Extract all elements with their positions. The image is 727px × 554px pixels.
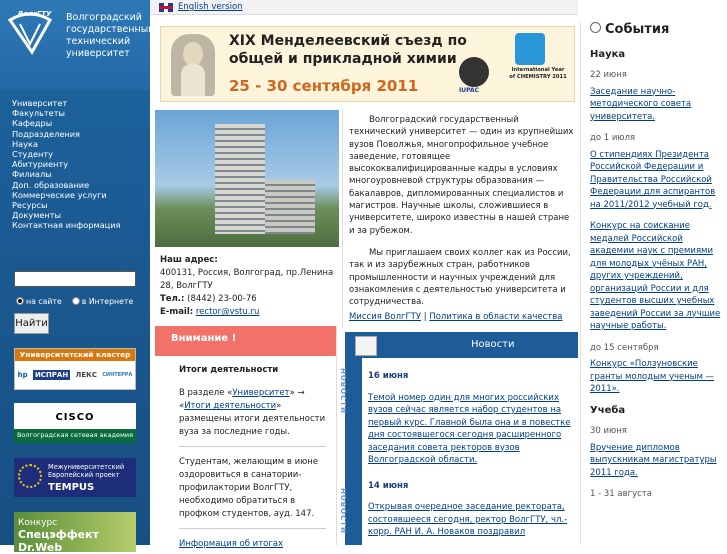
university-name[interactable]: Волгоградский государственный технический университет bbox=[66, 12, 155, 59]
language-bar bbox=[150, 0, 578, 15]
nav-item-extra-education[interactable]: Доп. образование bbox=[12, 179, 90, 190]
cisco-caption: Волгоградская сетевая академия bbox=[16, 431, 134, 439]
event-link[interactable]: Конкурс на соискание медалей Российской академии наук с премиями для молодых учёных РАН, других учреждений, организаций России и для студентов высших учебных заведений России за лучшие научные работы. bbox=[590, 221, 721, 331]
banner-drweb[interactable] bbox=[14, 512, 136, 552]
building-wing bbox=[265, 180, 315, 234]
search-button[interactable]: Найти bbox=[14, 313, 49, 334]
event-link[interactable]: Вручение дипломов выпускникам магистратуры 2011 года. bbox=[590, 442, 717, 478]
left-sidebar bbox=[0, 0, 155, 554]
university-logo-icon[interactable] bbox=[6, 6, 54, 56]
address-text: 400131, Россия, Волгоград, пр.Ленина 28, ВолгГТУ bbox=[160, 268, 334, 291]
tel-value: (8442) 23-00-76 bbox=[187, 294, 257, 304]
attention-heading: Итоги деятельности bbox=[179, 365, 279, 375]
event-date: 22 июня bbox=[590, 70, 627, 80]
attention-paragraph-1 bbox=[179, 387, 326, 439]
attention-p1-arrow: » → « bbox=[179, 388, 305, 411]
tel-label: Тел.: bbox=[160, 294, 185, 304]
address-label: Наш адрес: bbox=[160, 255, 218, 265]
address-block bbox=[160, 254, 340, 319]
news-item-link[interactable]: Открывая очередное заседание ректората, состоявшееся сегодня, ректор ВолгГТУ, чл.-корр. РАН И. А. Новаков поздравил bbox=[368, 502, 568, 537]
events-divider bbox=[580, 22, 581, 545]
radio-on-site[interactable] bbox=[16, 297, 24, 305]
university-building-photo bbox=[155, 110, 339, 247]
banner-dates: 25 - 30 сентября 2011 bbox=[229, 77, 419, 95]
attention-link-results[interactable]: Итоги деятельности bbox=[184, 401, 277, 411]
logo-text: ВолгГТУ bbox=[18, 10, 52, 18]
news-side-strip bbox=[339, 358, 362, 545]
ispran-logo: ИСПРАН bbox=[34, 371, 69, 379]
drweb-line2: Спецэффект Dr.Web bbox=[18, 528, 99, 554]
nav-item-branches[interactable]: Филиалы bbox=[12, 169, 52, 180]
attention-body bbox=[155, 356, 336, 551]
header-logo-area bbox=[0, 0, 155, 90]
column-divider bbox=[342, 108, 343, 328]
events-title-text: События bbox=[605, 22, 670, 37]
nav-item-university[interactable]: Университет bbox=[12, 98, 68, 108]
clock-icon bbox=[590, 22, 601, 33]
nav-item-divisions[interactable]: Подразделения bbox=[12, 128, 80, 139]
cluster-logos bbox=[15, 361, 135, 389]
events-column bbox=[585, 22, 727, 505]
nav-item-resources[interactable]: Ресурсы bbox=[12, 200, 48, 211]
newspaper-icon bbox=[355, 336, 377, 356]
news-date: 16 июня bbox=[368, 371, 409, 381]
nav-item-documents[interactable]: Документы bbox=[12, 210, 61, 221]
event-link[interactable]: Заседание научно-методического совета университета. bbox=[590, 86, 692, 122]
nav-item-student[interactable]: Студенту bbox=[12, 149, 53, 160]
tempus-text: Межуниверситетский Европейский проект bbox=[48, 463, 125, 479]
cluster-title: Университетский кластер bbox=[15, 349, 135, 361]
mission-link[interactable]: Миссия ВолгГТУ bbox=[349, 312, 422, 322]
nav-item-science[interactable]: Наука bbox=[12, 138, 38, 149]
email-link[interactable]: rector@vstu.ru bbox=[195, 307, 260, 317]
attention-link-university[interactable]: Университет bbox=[232, 388, 290, 398]
nav-item-applicant[interactable]: Абитуриенту bbox=[12, 159, 69, 170]
event-link[interactable]: О стипендиях Президента Российской Федерации и Правительства Российской Федерации для аспирантов на 2011/2012 учебный год. bbox=[590, 149, 716, 210]
mendeleev-congress-banner[interactable] bbox=[160, 26, 575, 102]
attention-divider bbox=[179, 446, 326, 447]
lex-logo: ЛЕКС bbox=[75, 371, 97, 379]
banner-title: XIX Менделеевский съезд по общей и прикладной химии bbox=[229, 33, 467, 67]
radio-internet-label: в Интернете bbox=[81, 297, 134, 306]
events-category-science: Наука bbox=[590, 48, 626, 60]
event-date: до 1 июля bbox=[590, 133, 636, 143]
news-strip-label: НОВОСТИ bbox=[339, 488, 347, 534]
banner-tempus[interactable] bbox=[14, 458, 136, 497]
event-link[interactable]: Конкурс «Ползуновские гранты молодым ученым — 2011». bbox=[590, 359, 715, 394]
uk-flag-icon[interactable] bbox=[159, 3, 173, 12]
main-nav bbox=[12, 98, 120, 231]
attention-box bbox=[155, 326, 337, 549]
building-tower bbox=[215, 124, 265, 234]
hp-logo: hp bbox=[17, 371, 28, 379]
nav-item-departments[interactable]: Кафедры bbox=[12, 118, 53, 129]
tempus-name: TEMPUS bbox=[48, 482, 95, 493]
attention-title: Внимание ! bbox=[155, 326, 336, 356]
cisco-logo: CISCO bbox=[14, 403, 136, 429]
mendeleev-portrait bbox=[171, 34, 215, 96]
intro-paragraph-1: Волгоградский государственный технический университет — один из крупнейших вузов Поволжья, многопрофильное учебное заведение, готовящее высококвалифицированные кадры в условиях многоуровневой структуры образования — бакалавров, дипломированных специалистов и магистров. Научные школы, сложившиеся в университете, широко известны в нашей стране и за рубежом. bbox=[349, 115, 574, 236]
news-header bbox=[345, 332, 578, 358]
banner-university-cluster[interactable] bbox=[14, 348, 136, 390]
news-strip-label: НОВОСТИ bbox=[339, 368, 347, 414]
chemistry-year-icon bbox=[515, 33, 545, 65]
iupac-label: IUPAC bbox=[459, 87, 479, 94]
intro-links bbox=[349, 312, 562, 322]
drweb-line1: Конкурс bbox=[18, 518, 58, 528]
news-box bbox=[339, 332, 578, 545]
iupac-globe-icon bbox=[459, 57, 489, 87]
banner-cisco[interactable] bbox=[14, 403, 136, 443]
event-date: 30 июня bbox=[590, 426, 627, 436]
event-date: 1 - 31 августа bbox=[590, 489, 652, 499]
attention-link-more[interactable]: Информация об итогах bbox=[179, 539, 284, 549]
event-date: до 15 сентября bbox=[590, 342, 659, 353]
news-date: 14 июня bbox=[368, 480, 409, 491]
search-scope-options bbox=[16, 297, 133, 306]
radio-internet[interactable] bbox=[72, 297, 80, 305]
links-divider: | bbox=[423, 312, 427, 322]
radio-on-site-label: на сайте bbox=[26, 297, 62, 306]
email-label: E-mail: bbox=[160, 307, 194, 317]
news-list bbox=[368, 370, 573, 552]
eu-stars-icon bbox=[18, 464, 42, 488]
nav-item-faculties[interactable]: Факультеты bbox=[12, 108, 65, 119]
attention-p1-tail: » размещены итоги деятельности вуза за последние годы. bbox=[179, 401, 326, 437]
attention-p1-text: В разделе « bbox=[179, 388, 233, 398]
news-item-link[interactable]: Темой номер один для многих российских вузов сейчас является набор студентов на первый курс. Главной была она и в повестке дня состоявшегося сегодня расширенного заседания совета ректоров вузов Волгоградской области. bbox=[368, 392, 571, 465]
chemistry-year-label: International Year of CHEMISTRY 2011 bbox=[509, 67, 567, 80]
intro-text bbox=[349, 114, 574, 318]
attention-paragraph-2: Студентам, желающим в июне оздоровиться в санатории-профилактории ВолгГТУ, необходимо обратиться в профком студентов, ауд. 147. bbox=[179, 457, 319, 519]
attention-divider bbox=[179, 528, 326, 529]
nav-item-commercial[interactable]: Коммерческие услуги bbox=[12, 189, 107, 200]
search-input[interactable] bbox=[14, 271, 136, 287]
sinterra-logo: СИНТЕРРА bbox=[102, 372, 133, 378]
events-title bbox=[590, 22, 727, 37]
english-version-link[interactable]: English version bbox=[178, 2, 243, 12]
nav-item-contacts[interactable]: Контактная информация bbox=[12, 220, 121, 231]
intro-paragraph-2: Мы приглашаем своих коллег как из России, так и из зарубежных стран, работников промышленности и научных учреждений для ознакомления с деятельностью университета и сотрудничества. bbox=[349, 247, 571, 308]
quality-policy-link[interactable]: Политика в области качества bbox=[429, 312, 563, 322]
events-category-study: Учеба bbox=[590, 404, 626, 416]
news-title[interactable]: Новости bbox=[471, 339, 515, 350]
